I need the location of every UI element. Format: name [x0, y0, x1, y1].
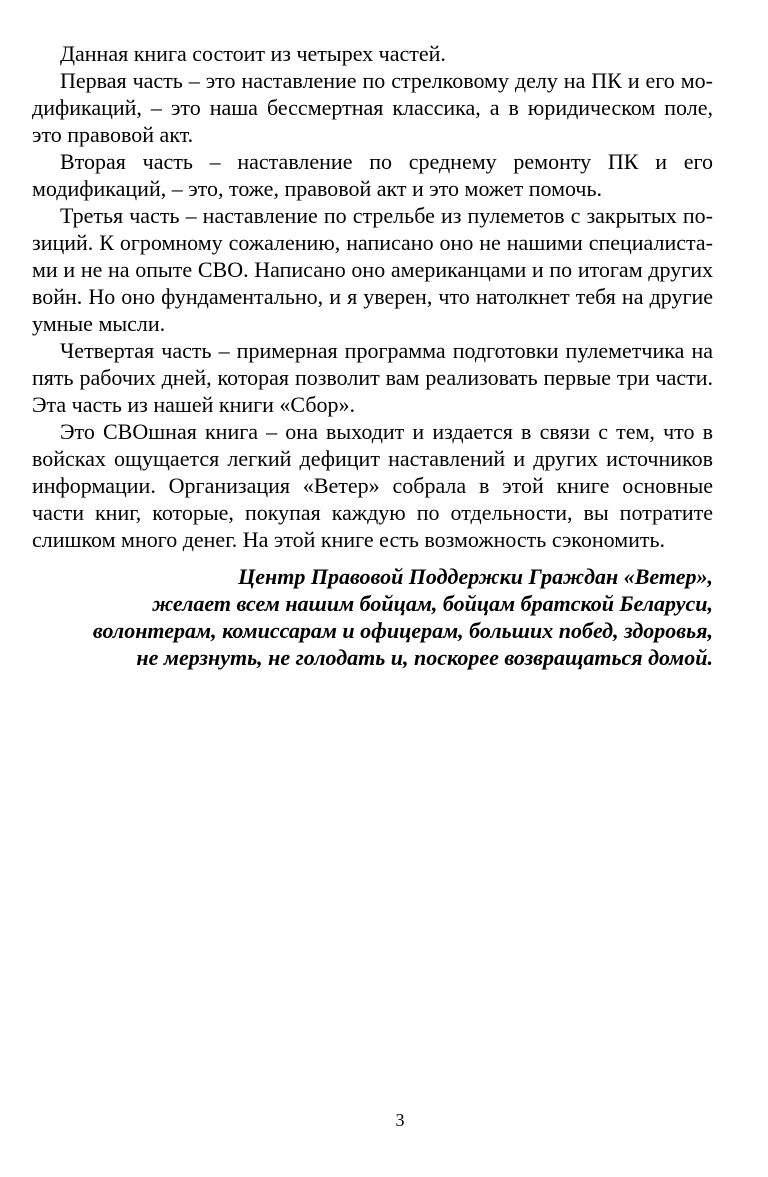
signature-line: Центр Правовой Поддержки Граждан «Ветер»,	[238, 564, 713, 589]
signature-block	[32, 563, 713, 671]
body-paragraph: Третья часть – наставление по стрельбе из пулеметов с закрытых позиций. К огромному сожалению, написано оно не нашими специалистами и не на опыте СВО. Написано оно американцами и по итогам других войн. Но оно фундаментально, и я уверен, что натолкнет тебя на другие умные мысли.	[32, 203, 713, 336]
body-paragraph: Первая часть – это наставление по стрелковому делу на ПК и его модификаций, – это наша бессмертная классика, а в юридическом поле, это правовой акт.	[32, 68, 713, 147]
body-paragraph: Это СВОшная книга – она выходит и издается в связи с тем, что в войсках ощущается легкий дефицит наставлений и других источников информации. Организация «Ветер» собрала в этой книге основные части книг, которые, покупая каждую по отдельности, вы потратите слишком много денег. На этой книге есть возможность сэкономить.	[32, 419, 713, 552]
signature-line: не мерзнуть, не голодать и, поскорее возвращаться домой.	[136, 645, 713, 670]
signature-line: волонтерам, комиссарам и офицерам, больших побед, здоровья,	[92, 618, 713, 643]
page-number: 3	[395, 1110, 405, 1130]
body-paragraph: Данная книга состоит из четырех частей.	[60, 41, 446, 66]
signature-line: желает всем нашим бойцам, бойцам братской Беларуси,	[152, 591, 713, 616]
text-block	[32, 40, 713, 671]
body-paragraph: Вторая часть – наставление по среднему ремонту ПК и его модификаций, – это, тоже, правовой акт и это может помочь.	[32, 149, 713, 201]
body-paragraph: Четвертая часть – примерная программа подготовки пулеметчика на пять рабочих дней, которая позволит вам реализовать первые три части. Эта часть из нашей книги «Сбор».	[32, 338, 713, 417]
